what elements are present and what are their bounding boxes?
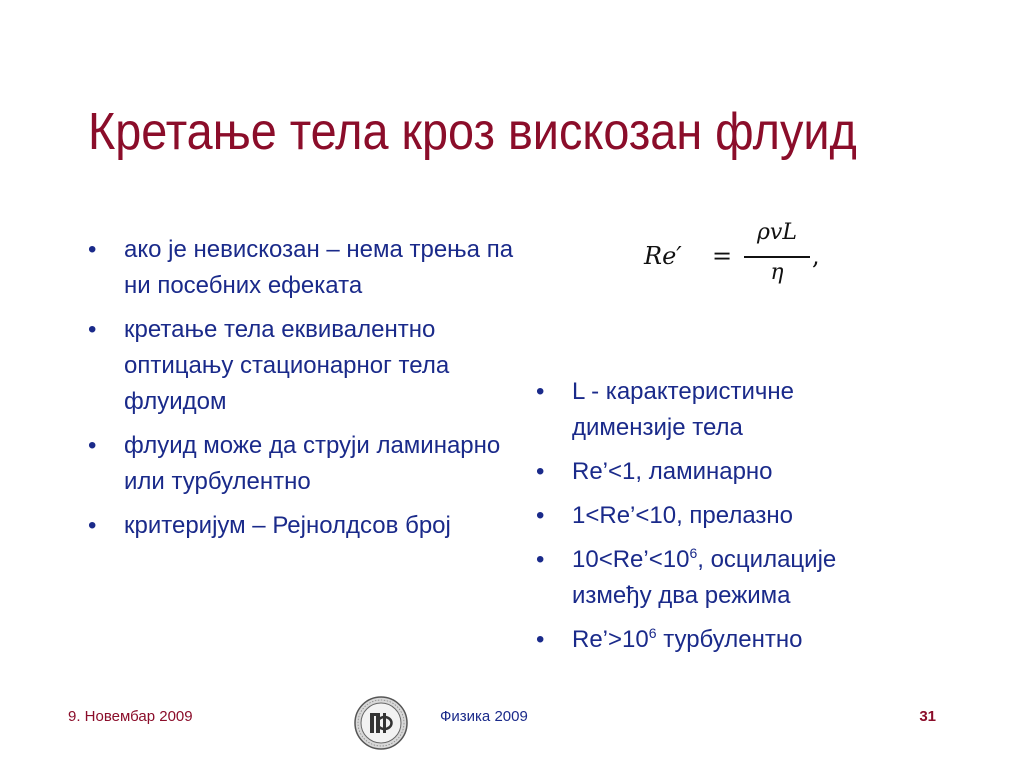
reynolds-formula [640,220,830,290]
formula-numerator: ρvL [757,220,797,245]
list-item-text: L - карактеристичне димензије тела [572,378,794,441]
formula-comma: , [812,242,820,270]
page-number: 31 [919,708,936,725]
list-item: • ако је невискозан – нема трења па ни посебних ефеката [86,232,516,304]
formula-equals: = [712,242,733,270]
list-item-text: 1<Re’<10, прелазно [572,502,794,529]
exponent: 6 [689,545,698,561]
faculty-seal-logo-icon [354,696,408,750]
list-item [534,498,904,534]
list-item [534,542,904,614]
list-item: • флуид може да струји ламинарно или турбулентно [86,428,516,500]
list-item-text: турбулентно [656,626,803,653]
slide-title: Кретање тела кроз вискозан флуид [88,103,857,161]
exponent: 6 [648,625,657,641]
list-item-text: Re’>10 [572,626,649,653]
fraction-bar [744,256,810,258]
list-item [534,622,904,658]
list-item-text: , осцилације између два режима [572,546,837,609]
formula-denominator: η [770,260,784,285]
list-item [534,454,904,490]
formula-lhs: Re′ [644,242,682,270]
list-item-text: Re’<1, ламинарно [572,458,773,485]
footer-course: Физика 2009 [440,708,528,725]
list-item: • кретање тела еквивалентно оптицању стационарног тела флуидом [86,312,516,420]
left-bullet-list [86,232,516,552]
footer-date: 9. Новембар 2009 [68,708,193,725]
list-item-text: 10<Re’<10 [572,546,690,573]
list-item [534,374,904,446]
list-item: • критеријум – Рејнолдсов број [86,508,516,544]
right-bullet-list [534,374,904,666]
